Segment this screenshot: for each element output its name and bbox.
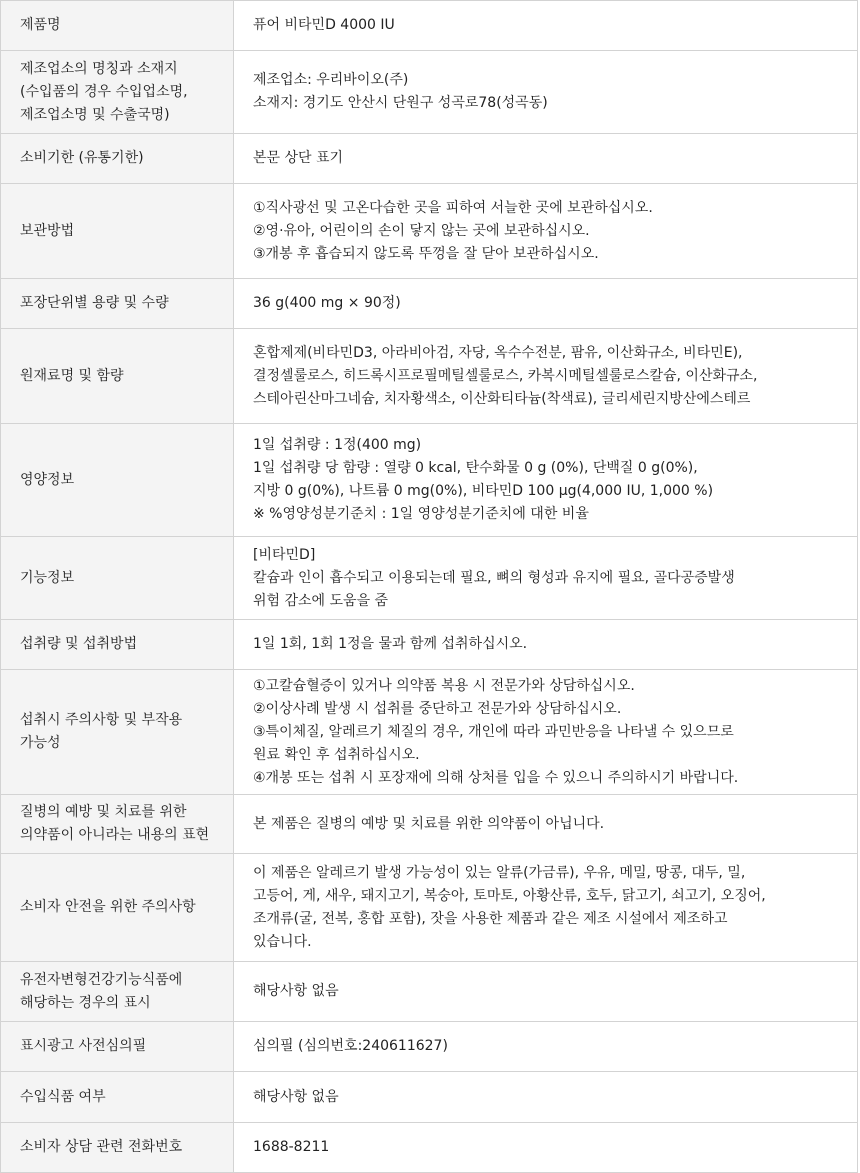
row-value [234, 184, 858, 279]
row-label-line: 제품명 [20, 17, 61, 33]
row-label-line: 의약품이 아니라는 내용의 표현 [20, 827, 210, 843]
info-row [1, 184, 858, 279]
row-value-line: 해당사항 없음 [253, 1088, 339, 1105]
row-value-line: ①직사광선 및 고온다습한 곳을 피하여 서늘한 곳에 보관하십시오. [253, 199, 653, 216]
row-value [234, 795, 858, 854]
row-label-line: 제조업소명 및 수출국명) [20, 106, 170, 123]
row-label [1, 537, 234, 620]
product-info-body [1, 1, 858, 1173]
row-label-line: 영양정보 [20, 471, 75, 488]
row-value-line: 소재지: 경기도 안산시 단원구 성곡로78(성곡동) [253, 95, 548, 111]
row-label [1, 620, 234, 670]
row-value [234, 329, 858, 424]
row-value [234, 962, 858, 1022]
row-label [1, 184, 234, 279]
info-row [1, 134, 858, 184]
row-value-line: ②이상사례 발생 시 섭취를 중단하고 전문가와 상담하십시오. [253, 700, 622, 717]
row-value-line: 36 g(400 mg × 90정) [253, 295, 401, 311]
row-label-line: 섭취량 및 섭취방법 [20, 636, 138, 652]
row-label-line: 원재료명 및 함량 [20, 367, 124, 384]
row-label [1, 51, 234, 134]
row-value [234, 134, 858, 184]
row-label-line: 유전자변형건강기능식품에 [20, 971, 183, 988]
row-value [234, 51, 858, 134]
row-label [1, 854, 234, 962]
row-label-line: 소비기한 (유통기한) [20, 150, 144, 166]
row-value-line: ③특이체질, 알레르기 체질의 경우, 개인에 따라 과민반응을 나타낼 수 있으므로 [253, 723, 734, 740]
row-value-line: 결정셀룰로스, 히드록시프로필메틸셀룰로스, 카복시메틸셀룰로스칼슘, 이산화규소, [253, 367, 758, 384]
row-value-line: 있습니다. [253, 933, 312, 950]
row-value-line: 해당사항 없음 [253, 983, 339, 999]
row-label-line: 기능정보 [20, 569, 75, 586]
row-label-line: 가능성 [20, 735, 61, 751]
row-value-line: 1일 1회, 1회 1정을 물과 함께 섭취하십시오. [253, 636, 528, 652]
info-row [1, 670, 858, 795]
info-row [1, 620, 858, 670]
row-value-line: 지방 0 g(0%), 나트륨 0 mg(0%), 비타민D 100 μg(4,000 IU, 1,000 %) [253, 483, 714, 499]
row-value-line: 퓨어 비타민D 4000 IU [253, 17, 395, 33]
row-label-line: 소비자 상담 관련 전화번호 [20, 1139, 183, 1155]
row-value-line: ②영·유아, 어린이의 손이 닿지 않는 곳에 보관하십시오. [253, 222, 590, 239]
row-label [1, 962, 234, 1022]
row-value [234, 424, 858, 537]
row-label [1, 1123, 234, 1173]
info-row [1, 795, 858, 854]
row-value-line: 원료 확인 후 섭취하십시오. [253, 746, 420, 763]
row-label-line: 제조업소의 명칭과 소재지 [20, 60, 178, 77]
row-label-line: 보관방법 [20, 222, 75, 239]
row-value-line: 이 제품은 알레르기 발생 가능성이 있는 알류(가금류), 우유, 메밀, 땅콩, 대두, 밀, [253, 864, 746, 881]
row-label-line: 질병의 예방 및 치료를 위한 [20, 804, 187, 820]
row-value-line: 1일 섭취량 : 1정(400 mg) [253, 437, 422, 453]
row-value-line: 1688-8211 [253, 1139, 330, 1155]
row-value-line: 스테아린산마그네슘, 치자황색소, 이산화티타늄(착색료), 글리세린지방산에스테르 [253, 390, 751, 407]
row-value-line: 제조업소: 우리바이오(주) [253, 72, 409, 88]
row-value-line: 칼슘과 인이 흡수되고 이용되는데 필요, 뼈의 형성과 유지에 필요, 골다공증발생 [253, 569, 735, 586]
row-value-line: [비타민D] [253, 546, 316, 563]
row-value [234, 670, 858, 795]
row-value-line: 조개류(굴, 전복, 홍합 포함), 잣을 사용한 제품과 같은 제조 시설에서 제조하고 [253, 910, 728, 927]
row-value [234, 1022, 858, 1072]
row-label [1, 424, 234, 537]
info-row [1, 1123, 858, 1173]
info-row [1, 537, 858, 620]
row-label [1, 279, 234, 329]
row-value [234, 1072, 858, 1123]
row-value-line: 혼합제제(비타민D3, 아라비아검, 자당, 옥수수전분, 팜유, 이산화규소, 비타민E), [253, 344, 743, 361]
row-value-line: ④개봉 또는 섭취 시 포장재에 의해 상처를 입을 수 있으니 주의하시기 바랍니다. [253, 769, 739, 786]
info-row [1, 1022, 858, 1072]
row-label [1, 1, 234, 51]
row-value-line: 위험 감소에 도움을 줌 [253, 592, 389, 609]
row-label-line: (수입품의 경우 수입업소명, [20, 83, 188, 100]
row-label-line: 섭취시 주의사항 및 부작용 [20, 712, 183, 728]
row-label-line: 포장단위별 용량 및 수량 [20, 295, 169, 311]
row-label [1, 1022, 234, 1072]
row-label-line: 표시광고 사전심의필 [20, 1038, 147, 1054]
row-value [234, 1, 858, 51]
info-row [1, 854, 858, 962]
row-value [234, 854, 858, 962]
row-value [234, 279, 858, 329]
info-row [1, 1, 858, 51]
row-value-line: ③개봉 후 흡습되지 않도록 뚜껑을 잘 닫아 보관하십시오. [253, 245, 599, 262]
info-row [1, 1072, 858, 1123]
row-value-line: 1일 섭취량 당 함량 : 열량 0 kcal, 탄수화물 0 g (0%), 단백질 0 g(0%), [253, 460, 698, 476]
row-label-line: 해당하는 경우의 표시 [20, 994, 151, 1011]
info-row [1, 424, 858, 537]
row-label [1, 329, 234, 424]
row-value-line: ※ %영양성분기준치 : 1일 영양성분기준치에 대한 비율 [253, 506, 589, 522]
row-value [234, 537, 858, 620]
row-value [234, 620, 858, 670]
row-label [1, 795, 234, 854]
row-value-line: 심의필 (심의번호:240611627) [253, 1038, 448, 1054]
row-value-line: 본 제품은 질병의 예방 및 치료를 위한 의약품이 아닙니다. [253, 815, 605, 832]
row-label [1, 134, 234, 184]
info-row [1, 279, 858, 329]
info-row [1, 962, 858, 1022]
row-label-line: 소비자 안전을 위한 주의사항 [20, 899, 196, 915]
row-value-line: 고등어, 게, 새우, 돼지고기, 복숭아, 토마토, 아황산류, 호두, 닭고기, 쇠고기, 오징어, [253, 887, 766, 904]
info-row [1, 329, 858, 424]
row-value [234, 1123, 858, 1173]
row-value-line: ①고칼슘혈증이 있거나 의약품 복용 시 전문가와 상담하십시오. [253, 677, 635, 694]
info-row [1, 51, 858, 134]
row-label-line: 수입식품 여부 [20, 1088, 106, 1105]
row-label [1, 670, 234, 795]
row-value-line: 본문 상단 표기 [253, 150, 344, 166]
row-label [1, 1072, 234, 1123]
